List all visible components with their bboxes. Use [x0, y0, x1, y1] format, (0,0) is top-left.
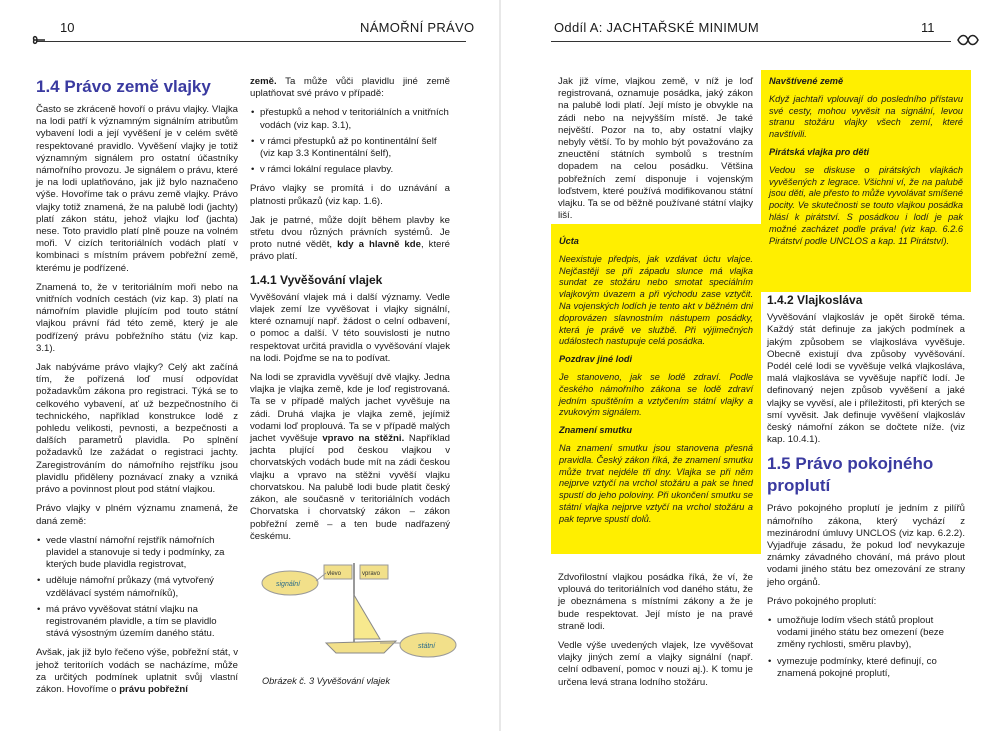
subsection-heading: 1.4.2 Vlajkosláva [767, 293, 863, 307]
left-column-2 [250, 76, 450, 550]
label-vpravo: vpravo [362, 571, 381, 577]
running-head-left: NÁMOŘNÍ PRÁVO [360, 20, 475, 35]
left-column-1 [36, 76, 238, 703]
box-title: Pirátská vlajka pro děti [769, 146, 870, 157]
paragraph: Na lodi se zpravidla vyvěšují dvě vlajky. Jedna vlajka je vlajka země, kde je loď registrovaná. Ta se v případě malých jachet vyvěšuje na zádi. Druhá vlajka je vlajka země, jejímiž vodami loď proplouvá. Ta se v případě malých jachet vyvěšuje vpravo na stěžni. Například jachta plující pod českou vlajkou v chorvatských vodách bude mít na zádi českou vlajku a vpravo na stěžni vyvěší vlajku chorvatskou. Na palubě lodi bude platit český zákon, ale současně v teritoriálních vodách Chorvatska i chorvatský zákon – zákon pobřežní země – a ten bude nadřazený českému. [250, 372, 450, 542]
box-text: Neexistuje předpis, jak vzdávat úctu vlajce. Nejčastěji se při západu slunce má vlajka sundat ze stožáru nebo smotat speciálním vlajkovým úvazem a při východu zase vztyčit. Na vojenských lodích je tento akt v běžném dni doprovázen slavnostním nástupem posádky, která je právě ve službě. Při výjimečných událostech nastupuje celá posádka. [559, 253, 753, 347]
paragraph: Vedle výše uvedených vlajek, lze vyvěšovat vlajky jiných zemí a vlajky signální (např. celní odbavení, pomoc v nouzi aj.). K tomu je určena levá strana lodního stožáru. [558, 640, 753, 688]
box-text: Vedou se diskuse o pirátských vlajkách vyvěšených z legrace. Všichni ví, že na palubě jsou děti, ale přesto to může vyvolávat smíšené pocity. Ve skutečnosti se touto vlajkou posádka hlásí k pirátství. S posádkou i lodí je pak možné zacházet podle práva! (viz kap. 6.2.6 Pirátství podle UNCLOS a kap. 11 Pirátství). [769, 164, 963, 246]
header-rule [551, 41, 951, 42]
paragraph: Znamená to, že v teritoriálním moři nebo na vnitřních vodních cestách (viz kap. 3) platí na námořním plavidle plujícím pod touto státní vlajkou právní řád této země, který je ale podřízený právu pobřežního státu (viz kap. 3.1). [36, 281, 238, 354]
right-page [501, 0, 1000, 731]
box-text: Když jachtaři vplouvají do posledního přístavu své cesty, mohou vyvěsit na signální, levou stranu stožáru vlajky všech zemí, které navštívili. [769, 93, 963, 140]
box-text: Na znamení smutku jsou stanovena přesná pravidla. Český zákon říká, že znamení smutku může trvat nejdéle tři dny. Vlajka se při něm nejprve vztyčí na vrchol stožáru a pak se hned spustí do jeho poloviny. Při ukončení smutku se státní vlajka nejprve vztyčí na vrchol stožáru a pak teprve spustí dolů. [559, 442, 753, 524]
info-box-etiquette [551, 224, 761, 554]
label-vlevo: vlevo [327, 571, 342, 577]
box-title: Znamení smutku [559, 425, 633, 436]
right-column-1-bottom [558, 572, 753, 696]
paragraph: Vyvěšování vlajek má i další významy. Vedle vlajek zemí lze vyvěšovat i vlajky signální, které oznamují např. žádost o celní odbavení, o pomoc a další. V této souvislosti je nutno respektovat určitá pravidla o vyvěšování vlajek na lodi. Pojďme se na to podívat. [250, 291, 450, 364]
box-title: Úcta [559, 236, 579, 246]
paragraph: Často se zkráceně hovoří o právu vlajky. Vlajka na lodi patří k významným signálním atributům vybavení lodi a její vyvěšení je v celém světě respektované pravidlo. Vyvěšení vlajky je totiž významným signálem pro ostatní účastníky námořního provozu. Je signálem o právu, které je na lodi uplatňováno, jak již bylo naznačeno výše. Hovoříme tak o právu země vlajky. Právo vlajky totiž znamená, že na palubě lodi (jachty) platí zákon státu, jehož vlajku loď (jachta) nese. Toto pravidlo platí plně pouze na volném moři. V cizích teritoriálních vodách platí v kombinaci s místním právem pobřežní země, kterému je podřízené. [36, 104, 238, 274]
right-column-2 [767, 284, 965, 687]
page-number-right: 11 [921, 20, 935, 35]
list-item: • umožňuje lodím všech států proplout vodami jiného státu bez omezení (beze změny rychlosti, směru plavby), [777, 615, 965, 652]
bullet-list [767, 615, 965, 680]
knot-ornament-icon [957, 33, 979, 52]
box-title: Pozdrav jiné lodi [559, 354, 633, 365]
paragraph: Právo vlajky v plném významu znamená, že daná země: [36, 503, 238, 527]
section-heading: 1.4 Právo země vlajky [36, 77, 211, 96]
list-item: • v rámci přestupků až po kontinentální šelf (viz kap 3.3 Kontinentální šelf), [260, 136, 450, 160]
paragraph: Jak nabýváme právo vlajky? Celý akt začíná tím, že pořízená loď musí odpovídat požadavkům zákona pro registraci. Týká se to celkového vybavení, ať už bezpečnostního či technického, například konstrukce lodě z pohledu velikosti, pevnosti, a bezpečnosti a dalších parametrů plavidla. Po splnění požadavků lze zažádat o registraci jachty. Zaregistrováním do námořního rejstříku jsou plavidlu přiděleny poznávací znaky a vzniká právo a povinnost plout pod státní vlajkou. [36, 362, 238, 496]
paragraph: země. Ta může vůči plavidlu jiné země uplatňovat své právo v případě: [250, 76, 450, 100]
paragraph: Právo pokojného proplutí: [767, 595, 877, 607]
right-column-1-top [558, 76, 753, 229]
box-text: Je stanoveno, jak se lodě zdraví. Podle českého námořního zákona se lodě zdraví jedním spuštěním a vztyčením státní vlajky a zvukovým signálem. [559, 371, 753, 418]
paragraph: Vyvěšování vlajkosláv je opět širokě téma. Každý stát definuje za jakých podmínek a jakým způsobem se vlajkosláva vyvěšuje. Obecně existují dva způsoby vyvěšování. Podél celé lodi se vyvěšuje velká vlajkosláva, malá vlajkosláva se vyvěšuje napříč lodí. Je definovaný nejen způsob vyvěšení a jaké vlajky se vyvěsí, ale i příležitosti, při kterých se smí vyvěsit. Jak definuje vyvěšení vlajkosláv český námořní zákon se dočtete níže. (viz kap. 10.4.1). [767, 312, 965, 446]
running-head-right: Oddíl A: JACHTAŘSKÉ MINIMUM [554, 20, 760, 35]
list-item: • vymezuje podmínky, které definují, co znamená pokojné proplutí, [777, 656, 965, 680]
list-item: • vede vlastní námořní rejstřík námořních plavidel a stanovuje si tedy i podmínky, za kterých bude plavidla registrovat, [46, 535, 238, 572]
paragraph: Jak je patrné, může dojít během plavby ke střetu dvou různých právních systémů. Je proto nutné vědět, kdy a hlavně kde, které právo platí. [250, 214, 450, 263]
subsection-heading: 1.4.1 Vyvěšování vlajek [250, 272, 383, 287]
bullet-list [250, 107, 450, 176]
label-signal: signální [276, 581, 301, 588]
list-item: • v rámci lokální regulace plavby. [260, 164, 450, 176]
paragraph: Jak již víme, vlajkou země, v níž je loď registrovaná, oznamuje posádka, jaký zákon na palubě lodi platí. Její místo je obvykle na zádi nebo na nejvyšším místě. Je také nejvěští. Pozor na to, aby ostatní vlajky nebyly větší. To by mohlo být považováno za zneuctění státních symbolů s trestním dopadem na celou posádku. Většina pobřežních zemí disponuje i vojenským loďstvem, které používá modifikovanou státní vlajku. Ta se od běžně používané státní vlajky liší. [558, 76, 753, 222]
section-heading: 1.5 Právo pokojného proplutí [767, 454, 934, 496]
list-item: • má právo vyvěšovat státní vlajku na registrovaném plavidle, a tím se plavidlo stává výsostným územím daného státu. [46, 604, 238, 641]
page-number-left: 10 [60, 20, 75, 35]
list-item: • uděluje námořní průkazy (má vytvořený vzdělávací systém námořníků), [46, 575, 238, 599]
paragraph: Zdvořilostní vlajkou posádka říká, že ví, že vplouvá do teritoriálních vod daného státu, že je obeznámena s místními zákony a že je bude respektovat. Její místo je na pravé straně lodi. [558, 572, 753, 632]
knot-ornament-icon [30, 33, 46, 52]
bullet-list [36, 535, 238, 641]
flag-diagram [256, 555, 486, 665]
figure-caption: Obrázek č. 3 Vyvěšování vlajek [262, 676, 391, 686]
label-statni: státní [418, 643, 436, 650]
left-page [0, 0, 499, 731]
paragraph: Právo pokojného proplutí je jedním z pilířů námořního zákona, který vychází z mezinárodní úmluvy UNCLOS (viz kap. 6.2.2). Vyjadřuje zásadu, že pokud loď nevykazuje známky závadného chování, má právo plout vodami jiného státu bez omezování ze strany jeho orgánů. [767, 503, 965, 588]
list-item: • přestupků a nehod v teritoriálních a vnitřních vodách (viz kap. 3.1), [260, 107, 450, 131]
paragraph: Avšak, jak již bylo řečeno výše, pobřežní stát, v jehož teritoriích vodách se nacházíme, může za určitých podmínek uplatnit svůj vlastní zákon. Hovoříme o právu pobřežní [36, 647, 238, 695]
header-rule [36, 41, 466, 42]
box-title: Navštívené země [769, 76, 844, 86]
info-box-visited [761, 70, 971, 292]
paragraph: Právo vlajky se promítá i do uznávání a platnosti průkazů (viz kap. 1.6). [250, 183, 450, 207]
